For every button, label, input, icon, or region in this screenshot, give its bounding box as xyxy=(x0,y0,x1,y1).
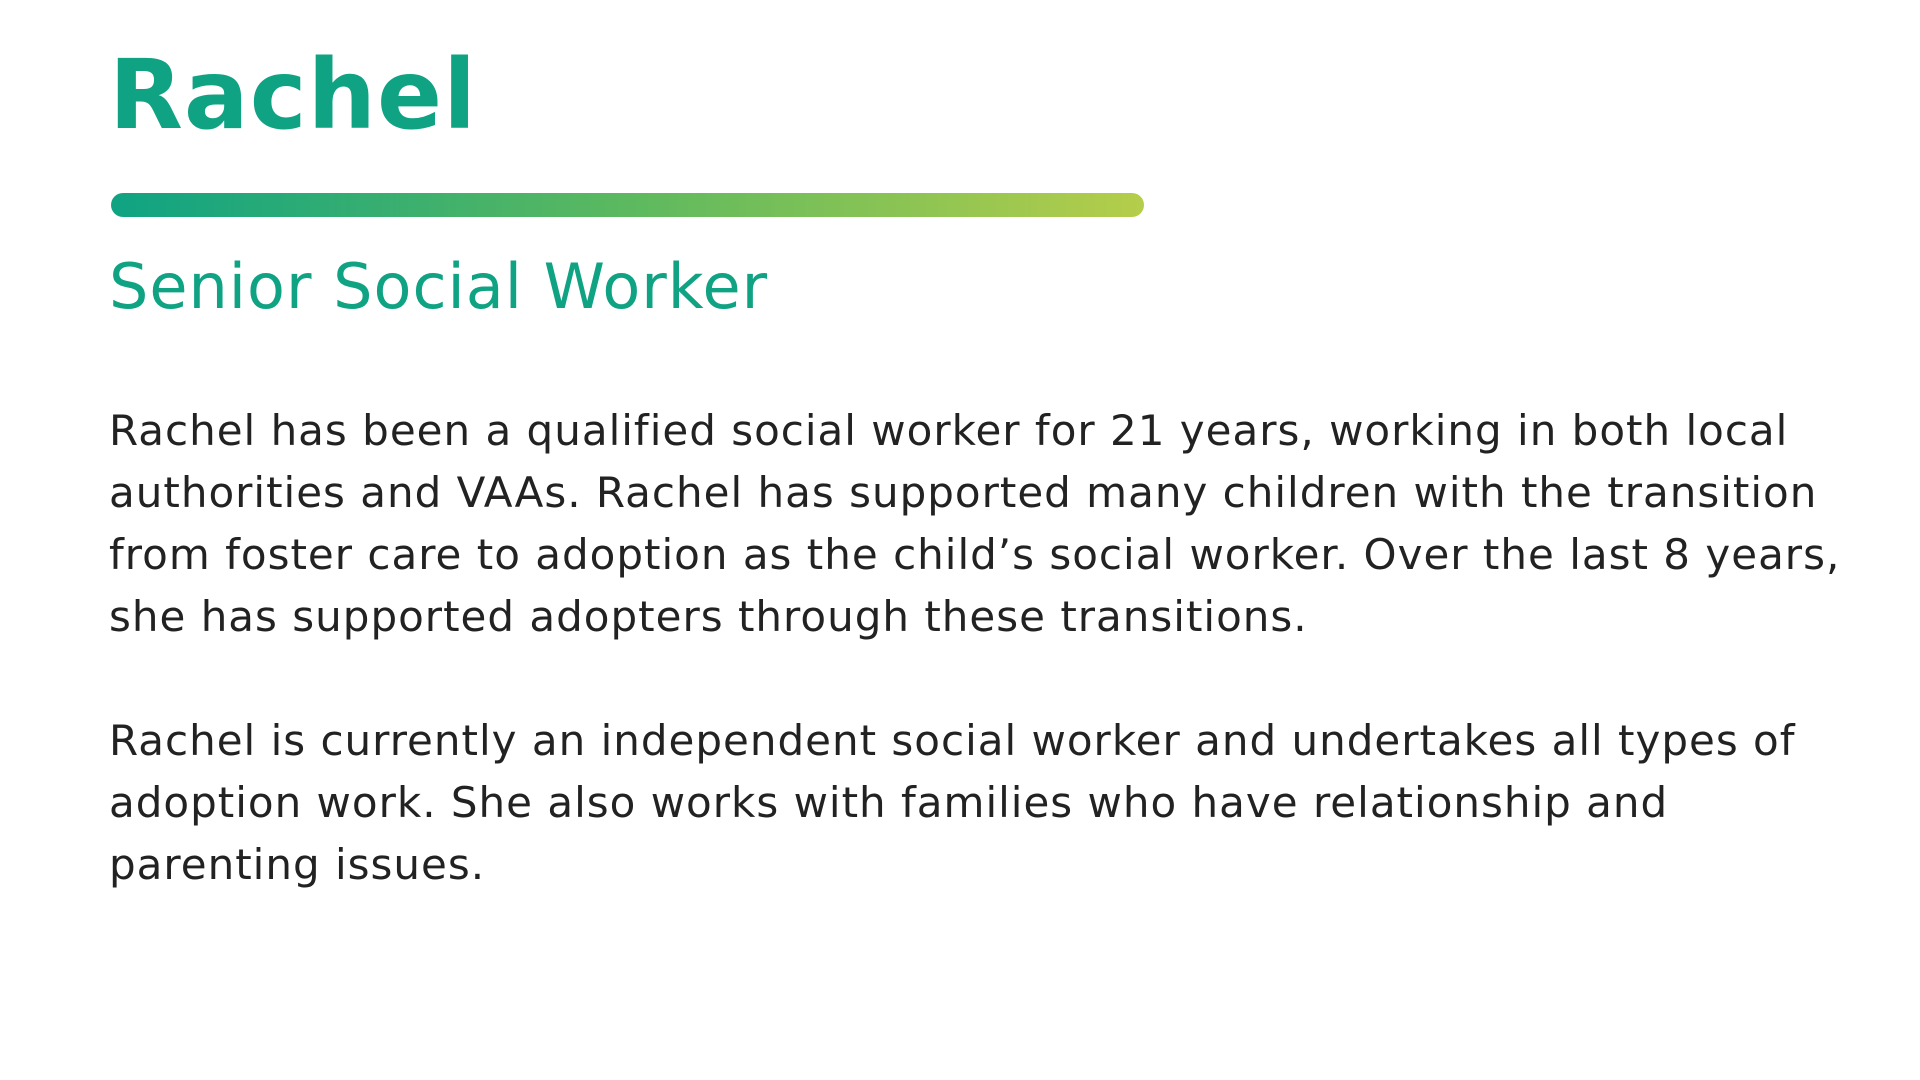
profile-name: Rachel xyxy=(109,39,477,151)
gradient-divider xyxy=(111,193,1144,217)
bio-paragraph-1: Rachel has been a qualified social worker for 21 years, working in both local authorities and VAAs. Rachel has supported many children with the transition from foster care to adoption as the child’s social worker. Over the last 8 years, she has supported adopters through these transitions. xyxy=(109,406,1841,641)
bio-paragraph-2: Rachel is currently an independent social worker and undertakes all types of adoption work. She also works with families who have relationship and parenting issues. xyxy=(109,716,1796,889)
profile-bio xyxy=(109,400,1869,896)
profile-role: Senior Social Worker xyxy=(109,250,769,323)
